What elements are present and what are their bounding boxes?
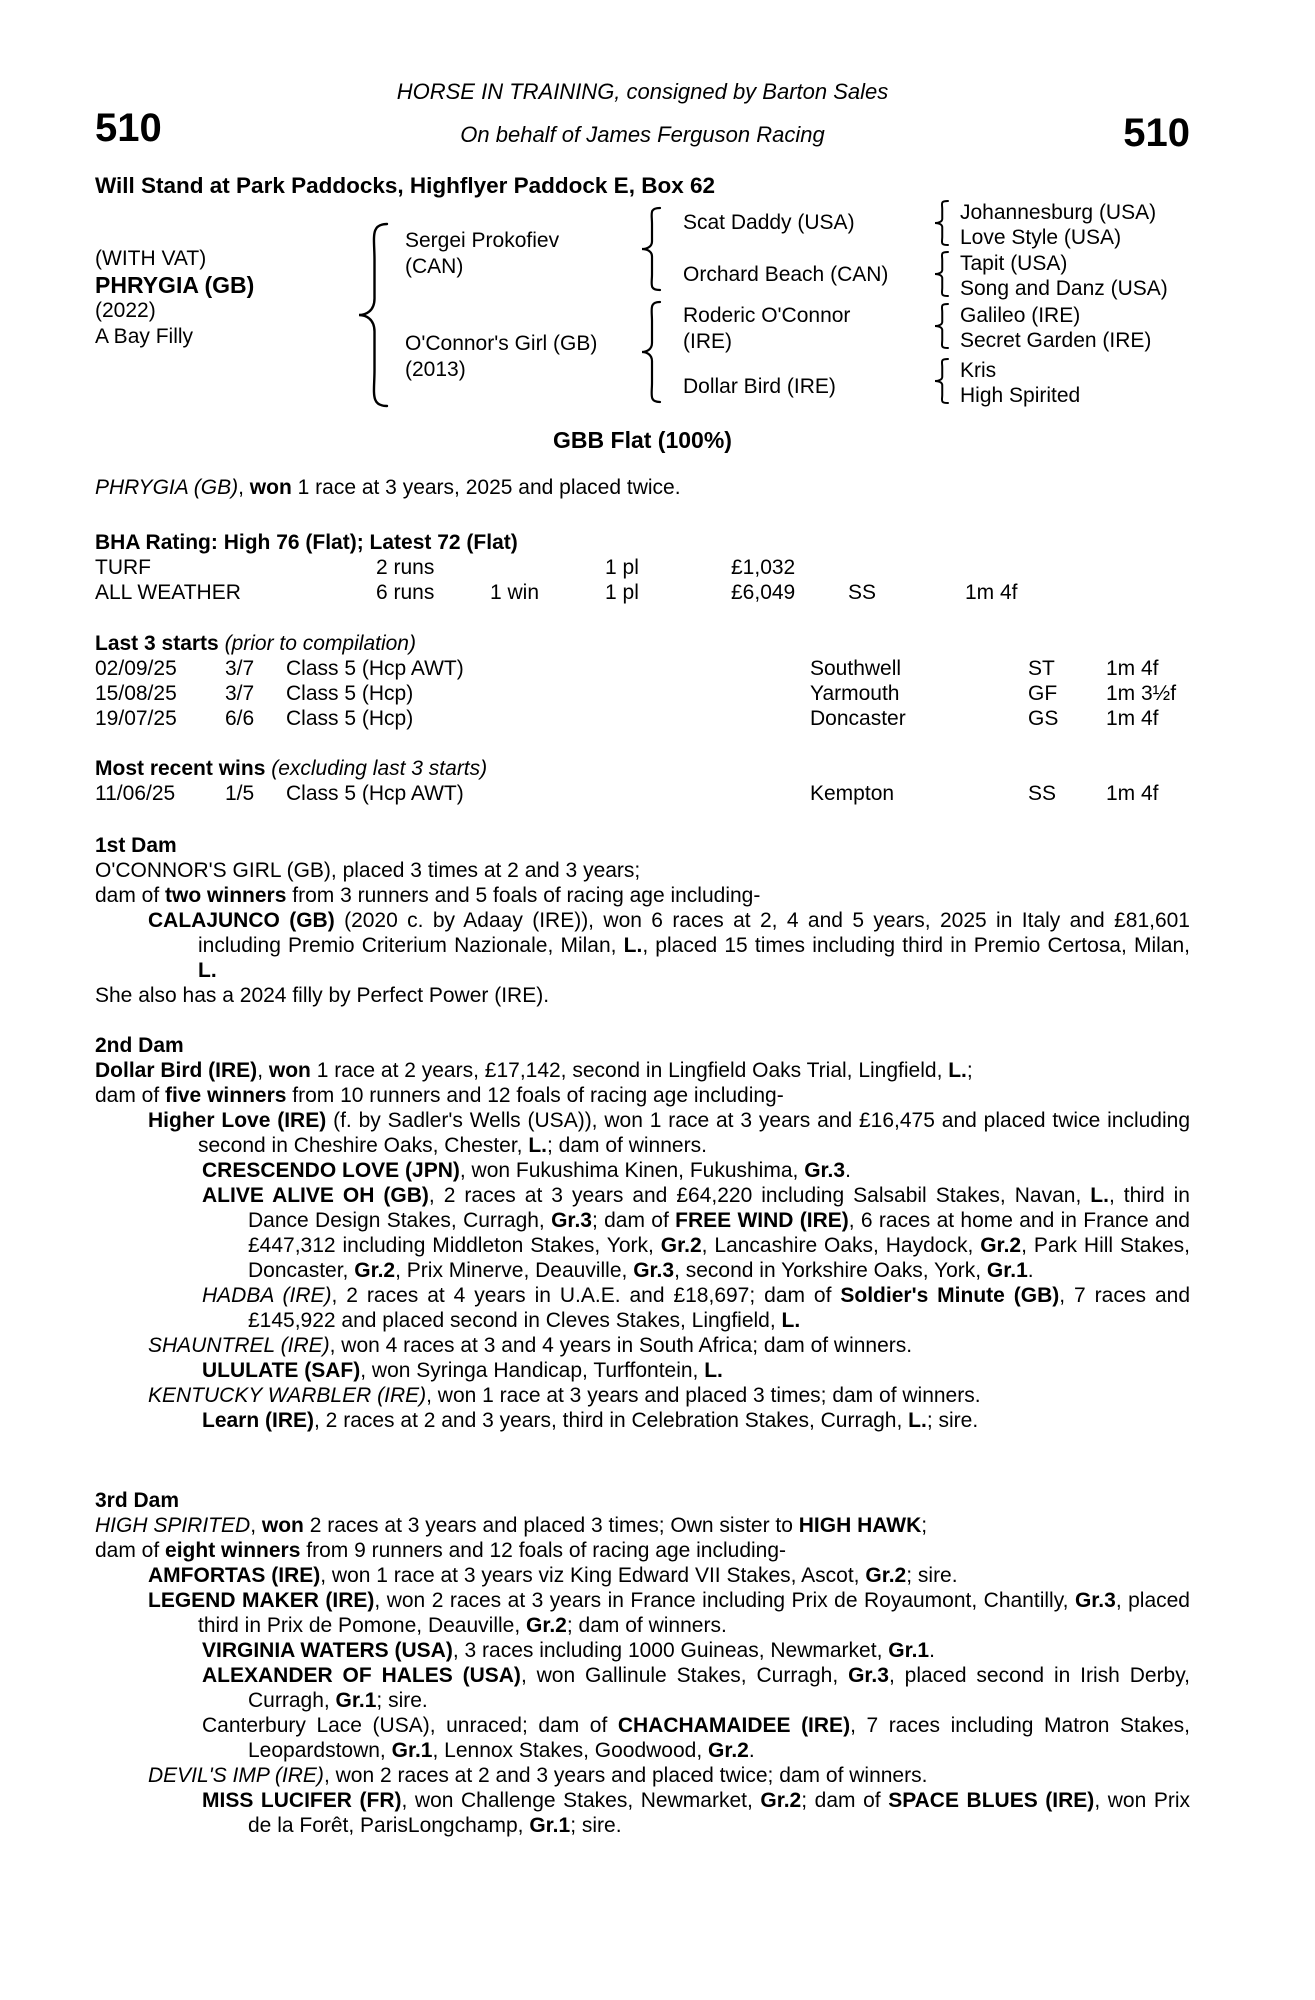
pedigree-paragraph: Canterbury Lace (USA), unraced; dam of CHACHAMAIDEE (IRE), 7 races including Matron Stakes, Leopardstown, Gr.1, Lennox Stakes, Goodwood, Gr.2.	[202, 1714, 1190, 1762]
pedigree-paragraph: ALIVE ALIVE OH (GB), 2 races at 3 years and £64,220 including Salsabil Stakes, Navan, L., third in Dance Design Stakes, Curragh, Gr.3; dam of FREE WIND (IRE), 6 races at home and in France and £447,312 including Middleton Stakes, York, Gr.2, Lancashire Oaks, Haydock, Gr.2, Park Hill Stakes, Doncaster, Gr.2, Prix Minerve, Deauville, Gr.3, second in Yorkshire Oaks, York, Gr.1.	[202, 1184, 1191, 1282]
pedigree-paragraph: SHAUNTREL (IRE), won 4 races at 3 and 4 years in South Africa; dam of winners.	[148, 1334, 913, 1357]
start-row	[95, 706, 1190, 731]
pedigree-paragraph: ALEXANDER OF HALES (USA), won Gallinule Stakes, Curragh, Gr.3, placed second in Irish Derby, Curragh, Gr.1; sire.	[202, 1664, 1191, 1712]
pedigree-paragraph: KENTUCKY WARBLER (IRE), won 1 race at 3 years and placed 3 times; dam of winners.	[148, 1384, 981, 1407]
third-dam-section	[95, 1488, 1190, 1838]
pedigree-paragraph: dam of two winners from 3 runners and 5 foals of racing age including-	[95, 884, 761, 907]
gen3-pair-4: Kris High Spirited	[960, 359, 1081, 407]
cell-runs: 6 runs	[376, 581, 435, 604]
consignor-line: HORSE IN TRAINING, consigned by Barton Sales	[396, 79, 889, 104]
pedigree-brace	[934, 303, 949, 349]
pedigree-tree	[0, 195, 1315, 435]
cell-earnings: £1,032	[731, 556, 796, 579]
cell-course: Doncaster	[810, 707, 906, 730]
third-dam-heading: 3rd Dam	[95, 1489, 180, 1512]
surface-summary-table	[95, 555, 1190, 605]
cell-date: 11/06/25	[95, 782, 176, 805]
pedigree-paragraph: Learn (IRE), 2 races at 2 and 3 years, third in Celebration Stakes, Curragh, L.; sire.	[202, 1409, 979, 1432]
subject-year: (2022)	[95, 299, 156, 322]
cell-date: 19/07/25	[95, 707, 177, 730]
pedigree-paragraph: DEVIL'S IMP (IRE), won 2 races at 2 and 3 years and placed twice; dam of winners.	[148, 1764, 928, 1787]
cell-pos: 6/6	[225, 707, 255, 730]
surface-row	[95, 580, 1190, 605]
subject-block	[95, 246, 254, 350]
pedigree-brace	[641, 301, 661, 403]
cell-race: Class 5 (Hcp AWT)	[286, 657, 464, 680]
cell-going: SS	[1028, 782, 1057, 805]
cell-going: ST	[1028, 657, 1055, 680]
pedigree-paragraph: O'CONNOR'S GIRL (GB), placed 3 times at 2 and 3 years;	[95, 859, 641, 882]
bha-rating-heading: BHA Rating: High 76 (Flat); Latest 72 (Flat)	[95, 531, 518, 554]
gen2-sire-dam: Orchard Beach (CAN)	[683, 263, 889, 286]
first-dam-section	[95, 833, 1190, 1008]
cell-date: 02/09/25	[95, 657, 177, 680]
cell-distance: 1m 4f	[1106, 657, 1159, 680]
pedigree-paragraph: CALAJUNCO (GB) (2020 c. by Adaay (IRE)), won 6 races at 2, 4 and 5 years, 2025 in Italy and £81,601 including Premio Criterium Nazionale, Milan, L., placed 15 times including third in Premio Certosa, Milan, L.	[148, 909, 1191, 982]
cell-distance: 1m 3½f	[1106, 682, 1177, 705]
dam-name: O'Connor's Girl (GB) (2013)	[405, 332, 598, 381]
surface-row	[95, 555, 1190, 580]
cell-date: 15/08/25	[95, 682, 177, 705]
subject-description: A Bay Filly	[95, 325, 194, 348]
pedigree-brace	[934, 251, 949, 297]
cell-course: Southwell	[810, 657, 902, 680]
start-row	[95, 656, 1190, 681]
first-dam-heading: 1st Dam	[95, 834, 177, 857]
gen3-pair-2: Tapit (USA) Song and Danz (USA)	[960, 252, 1168, 300]
vat-status: (WITH VAT)	[95, 247, 207, 270]
cell-course: Yarmouth	[810, 682, 900, 705]
gen2-sire-sire: Scat Daddy (USA)	[683, 211, 855, 234]
sire-name: Sergei Prokofiev (CAN)	[405, 229, 560, 278]
cell-places: 1 pl	[605, 581, 639, 604]
pedigree-paragraph: ULULATE (SAF), won Syringa Handicap, Turffontein, L.	[202, 1359, 723, 1382]
gen2-dam-sire: Roderic O'Connor (IRE)	[683, 304, 851, 353]
pedigree-paragraph: VIRGINIA WATERS (USA), 3 races including 1000 Guineas, Newmarket, Gr.1.	[202, 1639, 935, 1662]
cell-going: GS	[1028, 707, 1059, 730]
pedigree-paragraph: AMFORTAS (IRE), won 1 race at 3 years viz King Edward VII Stakes, Ascot, Gr.2; sire.	[148, 1564, 958, 1587]
lot-number-right: 510	[1123, 111, 1190, 155]
cell-course: Kempton	[810, 782, 895, 805]
pedigree-paragraph: CRESCENDO LOVE (JPN), won Fukushima Kinen, Fukushima, Gr.3.	[202, 1159, 851, 1182]
cell-race: Class 5 (Hcp)	[286, 707, 414, 730]
win-row	[95, 781, 1190, 806]
pedigree-paragraph: LEGEND MAKER (IRE), won 2 races at 3 years in France including Prix de Royaumont, Chantilly, Gr.3, placed third in Prix de Pomone, Deauville, Gr.2; dam of winners.	[148, 1589, 1190, 1637]
cell-going: GF	[1028, 682, 1058, 705]
pedigree-brace	[934, 200, 949, 246]
last3-starts-table	[95, 656, 1190, 731]
cell-distance: 1m 4f	[1106, 782, 1159, 805]
cell-race: Class 5 (Hcp)	[286, 682, 414, 705]
last3-starts-section	[95, 631, 1190, 731]
recent-wins-table	[95, 781, 1190, 806]
on-behalf-line: On behalf of James Ferguson Racing	[460, 122, 825, 147]
cell-pos: 1/5	[225, 782, 255, 805]
pedigree-paragraph: HADBA (IRE), 2 races at 4 years in U.A.E. and £18,697; dam of Soldier's Minute (GB), 7 races and £145,922 and placed second in Cleves Stakes, Lingfield, L.	[202, 1284, 1191, 1332]
gen3-pair-3: Galileo (IRE) Secret Garden (IRE)	[960, 304, 1152, 352]
pedigree-paragraph: HIGH SPIRITED, won 2 races at 3 years and placed 3 times; Own sister to HIGH HAWK;	[95, 1514, 928, 1537]
pedigree-brace	[934, 358, 949, 404]
cell-runs: 2 runs	[376, 556, 435, 579]
pedigree-paragraph: dam of eight winners from 9 runners and 12 foals of racing age including-	[95, 1539, 787, 1562]
pedigree-paragraph: MISS LUCIFER (FR), won Challenge Stakes, Newmarket, Gr.2; dam of SPACE BLUES (IRE), won Prix de la Forêt, ParisLongchamp, Gr.1; sire.	[202, 1789, 1190, 1837]
third-dam-paragraphs	[95, 1513, 1190, 1838]
recent-wins-heading: Most recent wins (excluding last 3 starts)	[95, 757, 488, 780]
premium-scheme-line: GBB Flat (100%)	[553, 427, 732, 453]
pedigree-brace	[358, 223, 388, 407]
race-summary-line: PHRYGIA (GB), won 1 race at 3 years, 2025 and placed twice.	[95, 476, 681, 499]
recent-wins-section	[95, 756, 1190, 806]
stand-location-line: Will Stand at Park Paddocks, Highflyer Paddock E, Box 62	[95, 173, 715, 198]
pedigree-paragraph: dam of five winners from 10 runners and 12 foals of racing age including-	[95, 1084, 784, 1107]
cell-earnings: £6,049	[731, 581, 796, 604]
gen3-pair-1: Johannesburg (USA) Love Style (USA)	[960, 201, 1157, 249]
cell-pos: 3/7	[225, 657, 255, 680]
cell-distance: 1m 4f	[1106, 707, 1159, 730]
start-row	[95, 681, 1190, 706]
last3-starts-heading: Last 3 starts (prior to compilation)	[95, 632, 416, 655]
cell-distance: 1m 4f	[965, 581, 1018, 604]
second-dam-paragraphs	[95, 1058, 1190, 1433]
bha-rating-section	[95, 530, 1190, 605]
first-dam-paragraphs	[95, 858, 1190, 1008]
pedigree-paragraph: Higher Love (IRE) (f. by Sadler's Wells (USA)), won 1 race at 3 years and £16,475 and placed twice including second in Cheshire Oaks, Chester, L.; dam of winners.	[148, 1109, 1190, 1157]
gen2-dam-dam: Dollar Bird (IRE)	[683, 375, 836, 398]
cell-going: SS	[848, 581, 877, 604]
subject-name: PHRYGIA (GB)	[95, 272, 255, 298]
lot-number-left: 510	[95, 106, 162, 150]
cell-places: 1 pl	[605, 556, 639, 579]
cell-surface: TURF	[95, 556, 151, 579]
pedigree-brace	[641, 207, 661, 291]
cell-wins: 1 win	[490, 581, 540, 604]
second-dam-section	[95, 1033, 1190, 1433]
pedigree-paragraph: She also has a 2024 filly by Perfect Power (IRE).	[95, 984, 550, 1007]
cell-pos: 3/7	[225, 682, 255, 705]
pedigree-paragraph: Dollar Bird (IRE), won 1 race at 2 years, £17,142, second in Lingfield Oaks Trial, Lingfield, L.;	[95, 1059, 973, 1082]
second-dam-heading: 2nd Dam	[95, 1034, 184, 1057]
cell-race: Class 5 (Hcp AWT)	[286, 782, 464, 805]
cell-surface: ALL WEATHER	[95, 581, 241, 604]
